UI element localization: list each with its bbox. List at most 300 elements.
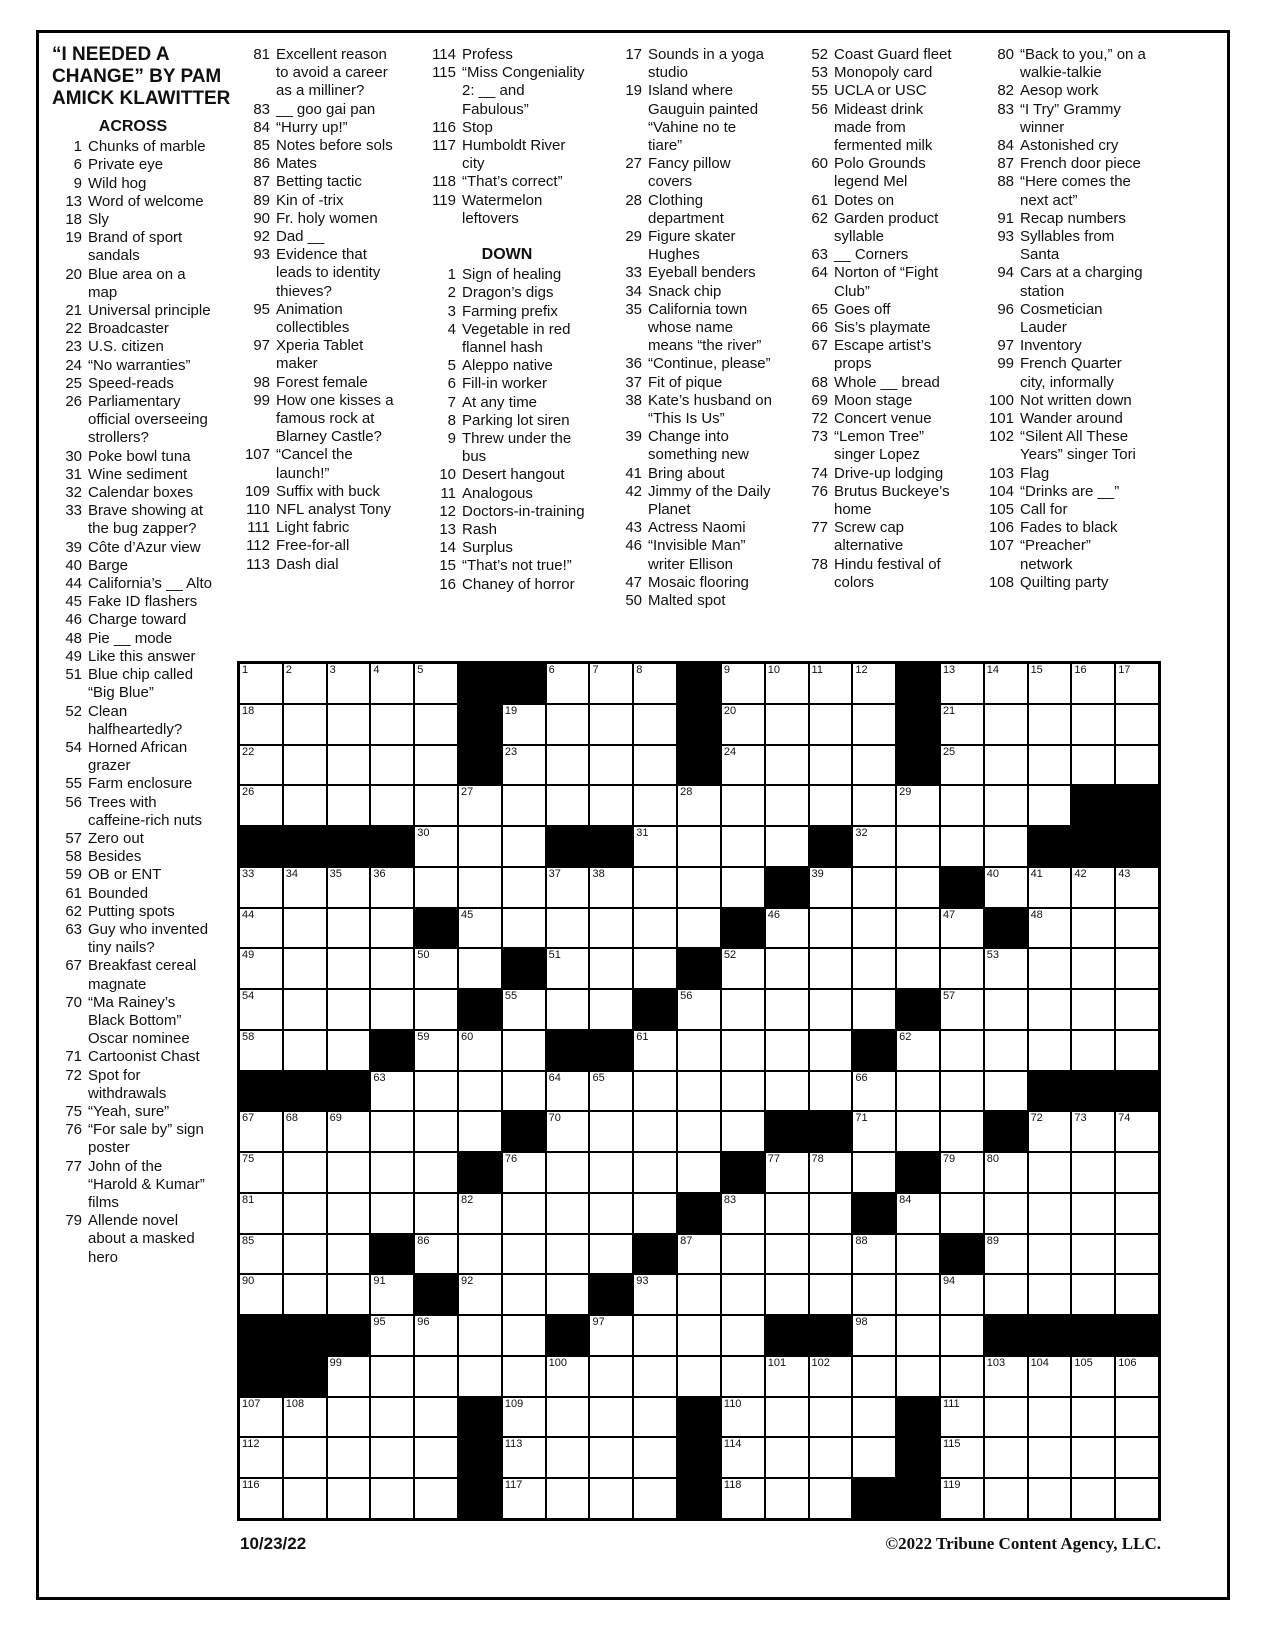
grid-cell[interactable] xyxy=(985,990,1027,1029)
grid-cell[interactable] xyxy=(853,705,895,744)
grid-cell[interactable] xyxy=(371,1112,413,1151)
grid-cell[interactable] xyxy=(634,1438,676,1477)
grid-cell[interactable] xyxy=(722,746,764,785)
grid-cell[interactable] xyxy=(634,1398,676,1437)
grid-cell[interactable] xyxy=(1029,1357,1071,1396)
grid-cell[interactable] xyxy=(941,1072,983,1111)
grid-cell[interactable] xyxy=(766,1275,808,1314)
grid-cell[interactable] xyxy=(240,705,282,744)
grid-cell[interactable] xyxy=(1029,1031,1071,1070)
grid-cell[interactable] xyxy=(371,1357,413,1396)
grid-cell[interactable] xyxy=(897,1072,939,1111)
grid-cell[interactable] xyxy=(503,909,545,948)
grid-cell[interactable] xyxy=(810,664,852,703)
grid-cell[interactable] xyxy=(284,1235,326,1274)
grid-cell[interactable] xyxy=(722,1479,764,1518)
grid-cell[interactable] xyxy=(284,868,326,907)
grid-cell[interactable] xyxy=(284,1438,326,1477)
grid-cell[interactable] xyxy=(547,705,589,744)
grid-cell[interactable] xyxy=(415,990,457,1029)
grid-cell[interactable] xyxy=(415,868,457,907)
grid-cell[interactable] xyxy=(722,786,764,825)
grid-cell[interactable] xyxy=(941,1275,983,1314)
grid-cell[interactable] xyxy=(415,1398,457,1437)
grid-cell[interactable] xyxy=(590,705,632,744)
grid-cell[interactable] xyxy=(897,1275,939,1314)
grid-cell[interactable] xyxy=(1072,909,1114,948)
grid-cell[interactable] xyxy=(590,1112,632,1151)
grid-cell[interactable] xyxy=(897,1194,939,1233)
grid-cell[interactable] xyxy=(240,1235,282,1274)
grid-cell[interactable] xyxy=(328,1031,370,1070)
grid-cell[interactable] xyxy=(853,746,895,785)
grid-cell[interactable] xyxy=(941,1479,983,1518)
grid-cell[interactable] xyxy=(547,949,589,988)
grid-cell[interactable] xyxy=(810,1031,852,1070)
grid-cell[interactable] xyxy=(985,705,1027,744)
grid-cell[interactable] xyxy=(1029,1112,1071,1151)
grid-cell[interactable] xyxy=(371,1275,413,1314)
grid-cell[interactable] xyxy=(634,746,676,785)
grid-cell[interactable] xyxy=(1072,949,1114,988)
grid-cell[interactable] xyxy=(371,1479,413,1518)
grid-cell[interactable] xyxy=(941,664,983,703)
grid-cell[interactable] xyxy=(328,1275,370,1314)
grid-cell[interactable] xyxy=(459,1194,501,1233)
grid-cell[interactable] xyxy=(1072,1357,1114,1396)
grid-cell[interactable] xyxy=(547,1194,589,1233)
grid-cell[interactable] xyxy=(415,705,457,744)
grid-cell[interactable] xyxy=(547,1235,589,1274)
grid-cell[interactable] xyxy=(766,1031,808,1070)
grid-cell[interactable] xyxy=(503,705,545,744)
grid-cell[interactable] xyxy=(941,1194,983,1233)
grid-cell[interactable] xyxy=(810,705,852,744)
grid-cell[interactable] xyxy=(897,1112,939,1151)
grid-cell[interactable] xyxy=(328,1235,370,1274)
grid-cell[interactable] xyxy=(240,949,282,988)
grid-cell[interactable] xyxy=(853,909,895,948)
grid-cell[interactable] xyxy=(415,746,457,785)
grid-cell[interactable] xyxy=(590,664,632,703)
grid-cell[interactable] xyxy=(634,1316,676,1355)
grid-cell[interactable] xyxy=(722,705,764,744)
grid-cell[interactable] xyxy=(415,1235,457,1274)
grid-cell[interactable] xyxy=(590,1072,632,1111)
grid-cell[interactable] xyxy=(547,1479,589,1518)
grid-cell[interactable] xyxy=(1116,1438,1158,1477)
grid-cell[interactable] xyxy=(985,1072,1027,1111)
grid-cell[interactable] xyxy=(634,1194,676,1233)
grid-cell[interactable] xyxy=(415,1438,457,1477)
grid-cell[interactable] xyxy=(590,1398,632,1437)
grid-cell[interactable] xyxy=(547,1398,589,1437)
grid-cell[interactable] xyxy=(503,1072,545,1111)
grid-cell[interactable] xyxy=(1029,1153,1071,1192)
grid-cell[interactable] xyxy=(459,1112,501,1151)
grid-cell[interactable] xyxy=(590,1153,632,1192)
grid-cell[interactable] xyxy=(766,786,808,825)
grid-cell[interactable] xyxy=(1072,1235,1114,1274)
grid-cell[interactable] xyxy=(371,664,413,703)
grid-cell[interactable] xyxy=(810,786,852,825)
grid-cell[interactable] xyxy=(547,868,589,907)
grid-cell[interactable] xyxy=(985,868,1027,907)
grid-cell[interactable] xyxy=(634,1112,676,1151)
grid-cell[interactable] xyxy=(722,1235,764,1274)
grid-cell[interactable] xyxy=(810,1357,852,1396)
grid-cell[interactable] xyxy=(678,1235,720,1274)
grid-cell[interactable] xyxy=(985,786,1027,825)
grid-cell[interactable] xyxy=(634,1031,676,1070)
grid-cell[interactable] xyxy=(766,949,808,988)
grid-cell[interactable] xyxy=(459,949,501,988)
grid-cell[interactable] xyxy=(897,909,939,948)
grid-cell[interactable] xyxy=(503,1153,545,1192)
grid-cell[interactable] xyxy=(459,786,501,825)
grid-cell[interactable] xyxy=(459,1275,501,1314)
grid-cell[interactable] xyxy=(371,909,413,948)
grid-cell[interactable] xyxy=(1116,705,1158,744)
grid-cell[interactable] xyxy=(240,1438,282,1477)
grid-cell[interactable] xyxy=(853,1235,895,1274)
grid-cell[interactable] xyxy=(240,868,282,907)
grid-cell[interactable] xyxy=(678,868,720,907)
grid-cell[interactable] xyxy=(985,1153,1027,1192)
grid-cell[interactable] xyxy=(415,1072,457,1111)
grid-cell[interactable] xyxy=(722,1316,764,1355)
grid-cell[interactable] xyxy=(985,1031,1027,1070)
grid-cell[interactable] xyxy=(985,664,1027,703)
grid-cell[interactable] xyxy=(371,1072,413,1111)
grid-cell[interactable] xyxy=(459,1072,501,1111)
grid-cell[interactable] xyxy=(985,1357,1027,1396)
grid-cell[interactable] xyxy=(985,1275,1027,1314)
grid-cell[interactable] xyxy=(371,1316,413,1355)
grid-cell[interactable] xyxy=(284,909,326,948)
grid-cell[interactable] xyxy=(634,1153,676,1192)
grid-cell[interactable] xyxy=(328,1194,370,1233)
grid-cell[interactable] xyxy=(1072,990,1114,1029)
grid-cell[interactable] xyxy=(1072,1153,1114,1192)
grid-cell[interactable] xyxy=(853,949,895,988)
grid-cell[interactable] xyxy=(328,1398,370,1437)
grid-cell[interactable] xyxy=(810,1479,852,1518)
grid-cell[interactable] xyxy=(766,990,808,1029)
grid-cell[interactable] xyxy=(985,1438,1027,1477)
grid-cell[interactable] xyxy=(1116,868,1158,907)
grid-cell[interactable] xyxy=(1116,1194,1158,1233)
grid-cell[interactable] xyxy=(941,909,983,948)
grid-cell[interactable] xyxy=(853,1438,895,1477)
grid-cell[interactable] xyxy=(240,1479,282,1518)
grid-cell[interactable] xyxy=(722,664,764,703)
grid-cell[interactable] xyxy=(240,1194,282,1233)
grid-cell[interactable] xyxy=(985,746,1027,785)
grid-cell[interactable] xyxy=(503,1438,545,1477)
grid-cell[interactable] xyxy=(459,1357,501,1396)
grid-cell[interactable] xyxy=(941,1357,983,1396)
grid-cell[interactable] xyxy=(1116,746,1158,785)
grid-cell[interactable] xyxy=(503,1031,545,1070)
grid-cell[interactable] xyxy=(897,1316,939,1355)
grid-cell[interactable] xyxy=(941,786,983,825)
grid-cell[interactable] xyxy=(678,1112,720,1151)
grid-cell[interactable] xyxy=(371,990,413,1029)
grid-cell[interactable] xyxy=(459,1316,501,1355)
grid-cell[interactable] xyxy=(1029,1479,1071,1518)
grid-cell[interactable] xyxy=(853,990,895,1029)
grid-cell[interactable] xyxy=(547,746,589,785)
grid-cell[interactable] xyxy=(1029,664,1071,703)
grid-cell[interactable] xyxy=(897,868,939,907)
grid-cell[interactable] xyxy=(240,1398,282,1437)
grid-cell[interactable] xyxy=(284,949,326,988)
grid-cell[interactable] xyxy=(503,746,545,785)
grid-cell[interactable] xyxy=(503,827,545,866)
grid-cell[interactable] xyxy=(503,786,545,825)
grid-cell[interactable] xyxy=(634,705,676,744)
grid-cell[interactable] xyxy=(1116,1479,1158,1518)
grid-cell[interactable] xyxy=(766,1357,808,1396)
grid-cell[interactable] xyxy=(941,1438,983,1477)
grid-cell[interactable] xyxy=(284,705,326,744)
grid-cell[interactable] xyxy=(371,1398,413,1437)
grid-cell[interactable] xyxy=(810,868,852,907)
grid-cell[interactable] xyxy=(678,990,720,1029)
grid-cell[interactable] xyxy=(722,868,764,907)
grid-cell[interactable] xyxy=(547,786,589,825)
grid-cell[interactable] xyxy=(371,746,413,785)
grid-cell[interactable] xyxy=(941,949,983,988)
grid-cell[interactable] xyxy=(547,990,589,1029)
grid-cell[interactable] xyxy=(941,827,983,866)
grid-cell[interactable] xyxy=(590,1479,632,1518)
grid-cell[interactable] xyxy=(634,909,676,948)
grid-cell[interactable] xyxy=(766,1153,808,1192)
grid-cell[interactable] xyxy=(240,786,282,825)
grid-cell[interactable] xyxy=(941,1398,983,1437)
grid-cell[interactable] xyxy=(810,909,852,948)
grid-cell[interactable] xyxy=(1116,990,1158,1029)
grid-cell[interactable] xyxy=(328,705,370,744)
grid-cell[interactable] xyxy=(284,746,326,785)
grid-cell[interactable] xyxy=(547,1072,589,1111)
grid-cell[interactable] xyxy=(459,909,501,948)
grid-cell[interactable] xyxy=(1116,909,1158,948)
grid-cell[interactable] xyxy=(634,1275,676,1314)
grid-cell[interactable] xyxy=(766,705,808,744)
grid-cell[interactable] xyxy=(371,1153,413,1192)
grid-cell[interactable] xyxy=(722,1398,764,1437)
grid-cell[interactable] xyxy=(240,1153,282,1192)
grid-cell[interactable] xyxy=(634,827,676,866)
grid-cell[interactable] xyxy=(1072,1479,1114,1518)
grid-cell[interactable] xyxy=(328,1357,370,1396)
grid-cell[interactable] xyxy=(722,1112,764,1151)
grid-cell[interactable] xyxy=(1029,1194,1071,1233)
grid-cell[interactable] xyxy=(941,1112,983,1151)
grid-cell[interactable] xyxy=(810,1153,852,1192)
grid-cell[interactable] xyxy=(941,746,983,785)
grid-cell[interactable] xyxy=(1072,1194,1114,1233)
grid-cell[interactable] xyxy=(985,949,1027,988)
grid-cell[interactable] xyxy=(328,746,370,785)
grid-cell[interactable] xyxy=(810,1438,852,1477)
grid-cell[interactable] xyxy=(722,1438,764,1477)
grid-cell[interactable] xyxy=(678,1153,720,1192)
grid-cell[interactable] xyxy=(678,1357,720,1396)
grid-cell[interactable] xyxy=(810,1275,852,1314)
grid-cell[interactable] xyxy=(853,786,895,825)
grid-cell[interactable] xyxy=(1072,868,1114,907)
grid-cell[interactable] xyxy=(1029,705,1071,744)
grid-cell[interactable] xyxy=(590,1194,632,1233)
grid-cell[interactable] xyxy=(853,1112,895,1151)
grid-cell[interactable] xyxy=(634,786,676,825)
grid-cell[interactable] xyxy=(853,1398,895,1437)
grid-cell[interactable] xyxy=(459,827,501,866)
grid-cell[interactable] xyxy=(766,746,808,785)
grid-cell[interactable] xyxy=(590,746,632,785)
grid-cell[interactable] xyxy=(284,786,326,825)
grid-cell[interactable] xyxy=(941,1316,983,1355)
grid-cell[interactable] xyxy=(766,1235,808,1274)
grid-cell[interactable] xyxy=(284,1194,326,1233)
grid-cell[interactable] xyxy=(678,786,720,825)
grid-cell[interactable] xyxy=(240,990,282,1029)
grid-cell[interactable] xyxy=(328,990,370,1029)
grid-cell[interactable] xyxy=(1072,664,1114,703)
grid-cell[interactable] xyxy=(1029,909,1071,948)
grid-cell[interactable] xyxy=(503,1235,545,1274)
grid-cell[interactable] xyxy=(547,1357,589,1396)
grid-cell[interactable] xyxy=(590,1438,632,1477)
grid-cell[interactable] xyxy=(985,1479,1027,1518)
grid-cell[interactable] xyxy=(766,909,808,948)
grid-cell[interactable] xyxy=(853,868,895,907)
grid-cell[interactable] xyxy=(240,1275,282,1314)
grid-cell[interactable] xyxy=(459,1031,501,1070)
grid-cell[interactable] xyxy=(415,1479,457,1518)
grid-cell[interactable] xyxy=(328,664,370,703)
grid-cell[interactable] xyxy=(1072,1031,1114,1070)
grid-cell[interactable] xyxy=(766,1438,808,1477)
grid-cell[interactable] xyxy=(240,1112,282,1151)
grid-cell[interactable] xyxy=(722,827,764,866)
grid-cell[interactable] xyxy=(371,786,413,825)
grid-cell[interactable] xyxy=(503,1275,545,1314)
grid-cell[interactable] xyxy=(1116,1235,1158,1274)
grid-cell[interactable] xyxy=(897,949,939,988)
grid-cell[interactable] xyxy=(722,949,764,988)
grid-cell[interactable] xyxy=(1116,1275,1158,1314)
grid-cell[interactable] xyxy=(1116,1357,1158,1396)
grid-cell[interactable] xyxy=(284,1112,326,1151)
grid-cell[interactable] xyxy=(810,949,852,988)
grid-cell[interactable] xyxy=(547,1438,589,1477)
grid-cell[interactable] xyxy=(722,990,764,1029)
grid-cell[interactable] xyxy=(328,868,370,907)
grid-cell[interactable] xyxy=(1029,949,1071,988)
grid-cell[interactable] xyxy=(985,1235,1027,1274)
grid-cell[interactable] xyxy=(415,1357,457,1396)
grid-cell[interactable] xyxy=(590,949,632,988)
grid-cell[interactable] xyxy=(1116,949,1158,988)
grid-cell[interactable] xyxy=(1029,868,1071,907)
grid-cell[interactable] xyxy=(766,1398,808,1437)
grid-cell[interactable] xyxy=(328,1112,370,1151)
grid-cell[interactable] xyxy=(547,909,589,948)
grid-cell[interactable] xyxy=(810,1235,852,1274)
grid-cell[interactable] xyxy=(634,949,676,988)
grid-cell[interactable] xyxy=(1116,1112,1158,1151)
grid-cell[interactable] xyxy=(1116,1153,1158,1192)
grid-cell[interactable] xyxy=(328,1438,370,1477)
grid-cell[interactable] xyxy=(897,1357,939,1396)
grid-cell[interactable] xyxy=(590,1235,632,1274)
grid-cell[interactable] xyxy=(766,1072,808,1111)
grid-cell[interactable] xyxy=(810,1398,852,1437)
grid-cell[interactable] xyxy=(547,1275,589,1314)
grid-cell[interactable] xyxy=(766,827,808,866)
grid-cell[interactable] xyxy=(853,1275,895,1314)
grid-cell[interactable] xyxy=(897,1031,939,1070)
grid-cell[interactable] xyxy=(328,786,370,825)
grid-cell[interactable] xyxy=(1072,1438,1114,1477)
grid-cell[interactable] xyxy=(371,1194,413,1233)
grid-cell[interactable] xyxy=(284,1031,326,1070)
grid-cell[interactable] xyxy=(1029,746,1071,785)
grid-cell[interactable] xyxy=(634,1357,676,1396)
grid-cell[interactable] xyxy=(371,868,413,907)
grid-cell[interactable] xyxy=(503,990,545,1029)
grid-cell[interactable] xyxy=(810,1194,852,1233)
grid-cell[interactable] xyxy=(766,1194,808,1233)
grid-cell[interactable] xyxy=(1116,664,1158,703)
grid-cell[interactable] xyxy=(590,909,632,948)
grid-cell[interactable] xyxy=(634,1072,676,1111)
grid-cell[interactable] xyxy=(766,1479,808,1518)
grid-cell[interactable] xyxy=(1072,746,1114,785)
grid-cell[interactable] xyxy=(1116,1398,1158,1437)
grid-cell[interactable] xyxy=(328,1153,370,1192)
grid-cell[interactable] xyxy=(371,949,413,988)
grid-cell[interactable] xyxy=(328,909,370,948)
grid-cell[interactable] xyxy=(415,1316,457,1355)
grid-cell[interactable] xyxy=(722,1357,764,1396)
grid-cell[interactable] xyxy=(678,1316,720,1355)
grid-cell[interactable] xyxy=(503,868,545,907)
grid-cell[interactable] xyxy=(415,786,457,825)
grid-cell[interactable] xyxy=(415,1194,457,1233)
grid-cell[interactable] xyxy=(853,1357,895,1396)
grid-cell[interactable] xyxy=(722,1031,764,1070)
grid-cell[interactable] xyxy=(503,1194,545,1233)
grid-cell[interactable] xyxy=(941,705,983,744)
grid-cell[interactable] xyxy=(1029,1235,1071,1274)
grid-cell[interactable] xyxy=(1116,1031,1158,1070)
grid-cell[interactable] xyxy=(634,664,676,703)
grid-cell[interactable] xyxy=(853,1153,895,1192)
grid-cell[interactable] xyxy=(240,664,282,703)
grid-cell[interactable] xyxy=(415,1153,457,1192)
grid-cell[interactable] xyxy=(897,827,939,866)
grid-cell[interactable] xyxy=(415,1112,457,1151)
grid-cell[interactable] xyxy=(678,1031,720,1070)
grid-cell[interactable] xyxy=(284,1153,326,1192)
grid-cell[interactable] xyxy=(985,827,1027,866)
